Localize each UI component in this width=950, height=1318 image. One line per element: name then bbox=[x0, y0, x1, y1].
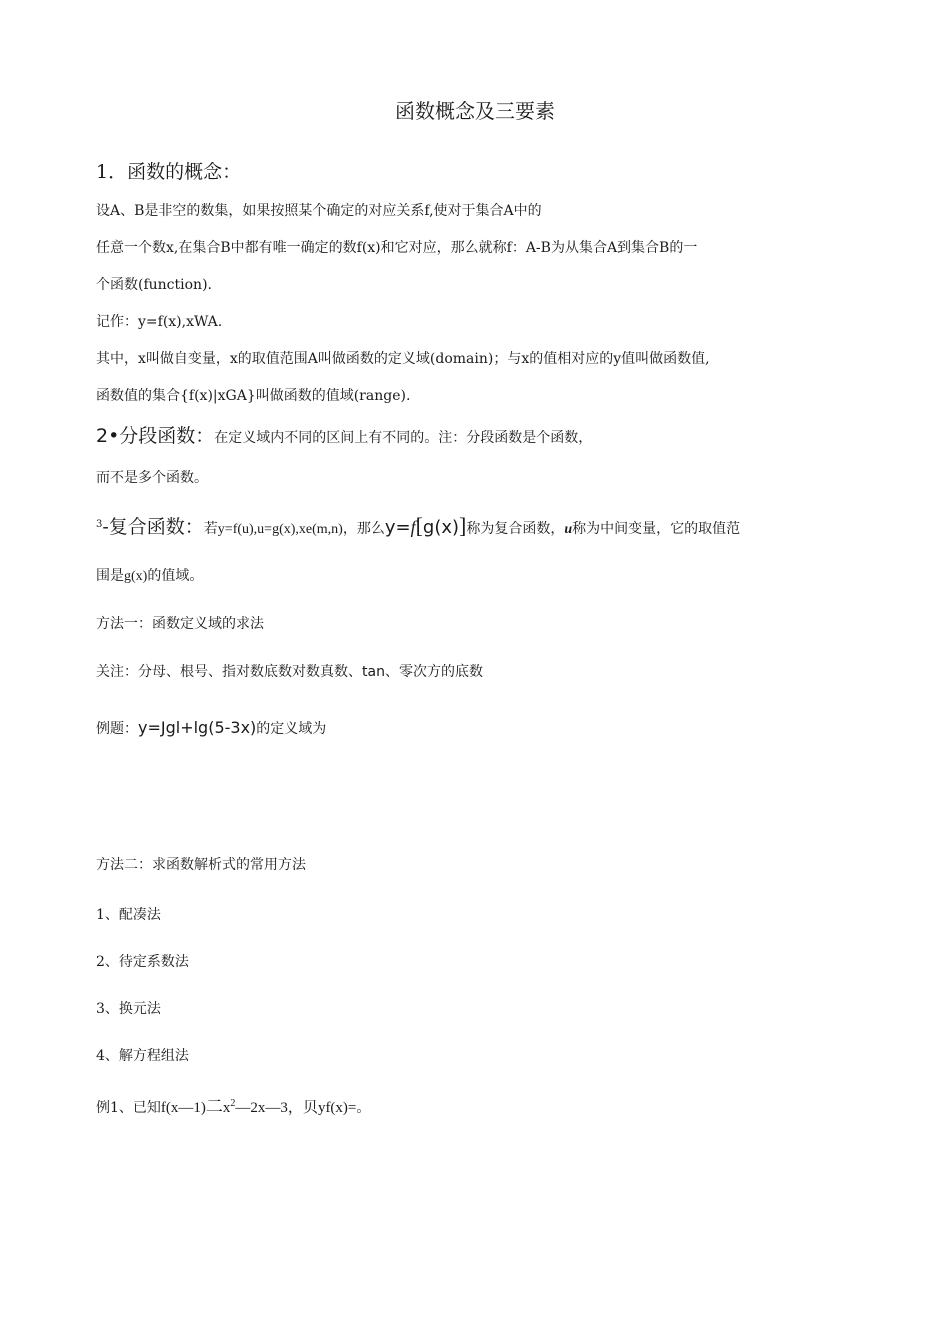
example-1-end: 。 bbox=[356, 1100, 371, 1116]
section-3-variable-u: u bbox=[564, 522, 573, 537]
section-1-notation: 记作：y=f(x),xWA. bbox=[96, 314, 223, 330]
composite-formula-bracket-open: [ bbox=[415, 513, 423, 538]
method-1-note bbox=[96, 662, 483, 682]
example-1-equals: 二 bbox=[205, 1097, 223, 1117]
method-1-note-end: 、零次方的底数 bbox=[384, 664, 483, 680]
composite-formula-bracket-close: ] bbox=[459, 513, 467, 538]
section-3-heading: -复合函数： bbox=[102, 516, 204, 538]
example-1-x: x bbox=[222, 1100, 231, 1116]
section-2-line-2: 而不是多个函数。 bbox=[96, 470, 208, 486]
method-1-example-end: 的定义域为 bbox=[256, 721, 327, 737]
example-1-exponent: 2 bbox=[230, 1098, 236, 1109]
section-3-text-range: 围是 bbox=[96, 568, 124, 584]
method-1-example bbox=[96, 718, 326, 739]
example-1-result: yf(x)= bbox=[317, 1100, 357, 1116]
section-3-number: 3 bbox=[96, 519, 103, 530]
section-3-text-if: 若 bbox=[203, 521, 218, 537]
section-3-formula: y=f(u),u=g(x),xe(m,n) bbox=[217, 522, 343, 537]
section-1-paragraph-5: 其中，x叫做自变量，x的取值范围A叫做函数的定义域(domain)；与x的值相对应的y值叫做函数值, bbox=[96, 351, 710, 367]
example-1-rest: —2x—3，贝 bbox=[235, 1100, 318, 1116]
method-2-item: 2、待定系数法 bbox=[96, 954, 189, 970]
section-1-paragraph-6: 函数值的集合{f(x)|xGA}叫做函数的值域(range). bbox=[96, 388, 411, 404]
method-2-item: 1、配凑法 bbox=[96, 907, 161, 923]
section-3-line-2 bbox=[96, 566, 203, 587]
section-1-paragraph-1: 设A、B是非空的数集，如果按照某个确定的对应关系f,使对于集合A中的 bbox=[96, 203, 542, 219]
method-1-title: 方法一：函数定义域的求法 bbox=[96, 616, 264, 632]
example-1-fx: f(x—1) bbox=[160, 1100, 206, 1116]
page-title: 函数概念及三要素 bbox=[395, 99, 555, 123]
method-2-item: 3、换元法 bbox=[96, 1001, 161, 1017]
section-2-heading: 2•分段函数： bbox=[96, 425, 215, 447]
composite-formula-f: f bbox=[410, 517, 416, 537]
method-1-example-label: 例题： bbox=[96, 721, 138, 737]
section-2-text: 在定义域内不同的区间上有不同的。注：分段函数是个函数， bbox=[214, 430, 593, 446]
section-3-line-1 bbox=[96, 512, 740, 543]
section-3-text-called: 称为复合函数， bbox=[466, 521, 565, 537]
section-3-text-middle: 称为中间变量，它的取值范 bbox=[572, 521, 741, 537]
composite-formula-gx: g(x) bbox=[422, 517, 460, 538]
section-1-heading: 1．函数的概念： bbox=[96, 161, 242, 183]
method-2-example bbox=[96, 1094, 370, 1118]
section-3-text-then: ，那么 bbox=[342, 521, 385, 537]
section-3-text-end: 的值域。 bbox=[147, 568, 204, 584]
section-3-gx: g(x) bbox=[124, 569, 148, 584]
method-1-note-text: 关注：分母、根号、指对数底数对数真数、 bbox=[96, 664, 362, 680]
method-1-example-formula: y=Jgl+lg(5-3x) bbox=[138, 718, 257, 737]
composite-formula-y: y= bbox=[384, 517, 411, 538]
section-1-paragraph-3: 个函数(function). bbox=[96, 277, 212, 293]
example-1-label: 例1、已知 bbox=[96, 1100, 161, 1116]
method-1-note-tan: tan bbox=[362, 664, 385, 680]
section-2-line-1 bbox=[96, 426, 592, 448]
method-2-title: 方法二：求函数解析式的常用方法 bbox=[96, 857, 306, 873]
section-1-paragraph-2: 任意一个数x,在集合B中都有唯一确定的数f(x)和它对应，那么就称f：A-B为从集合A到集合B的一 bbox=[96, 240, 698, 256]
method-2-item: 4、解方程组法 bbox=[96, 1048, 189, 1064]
